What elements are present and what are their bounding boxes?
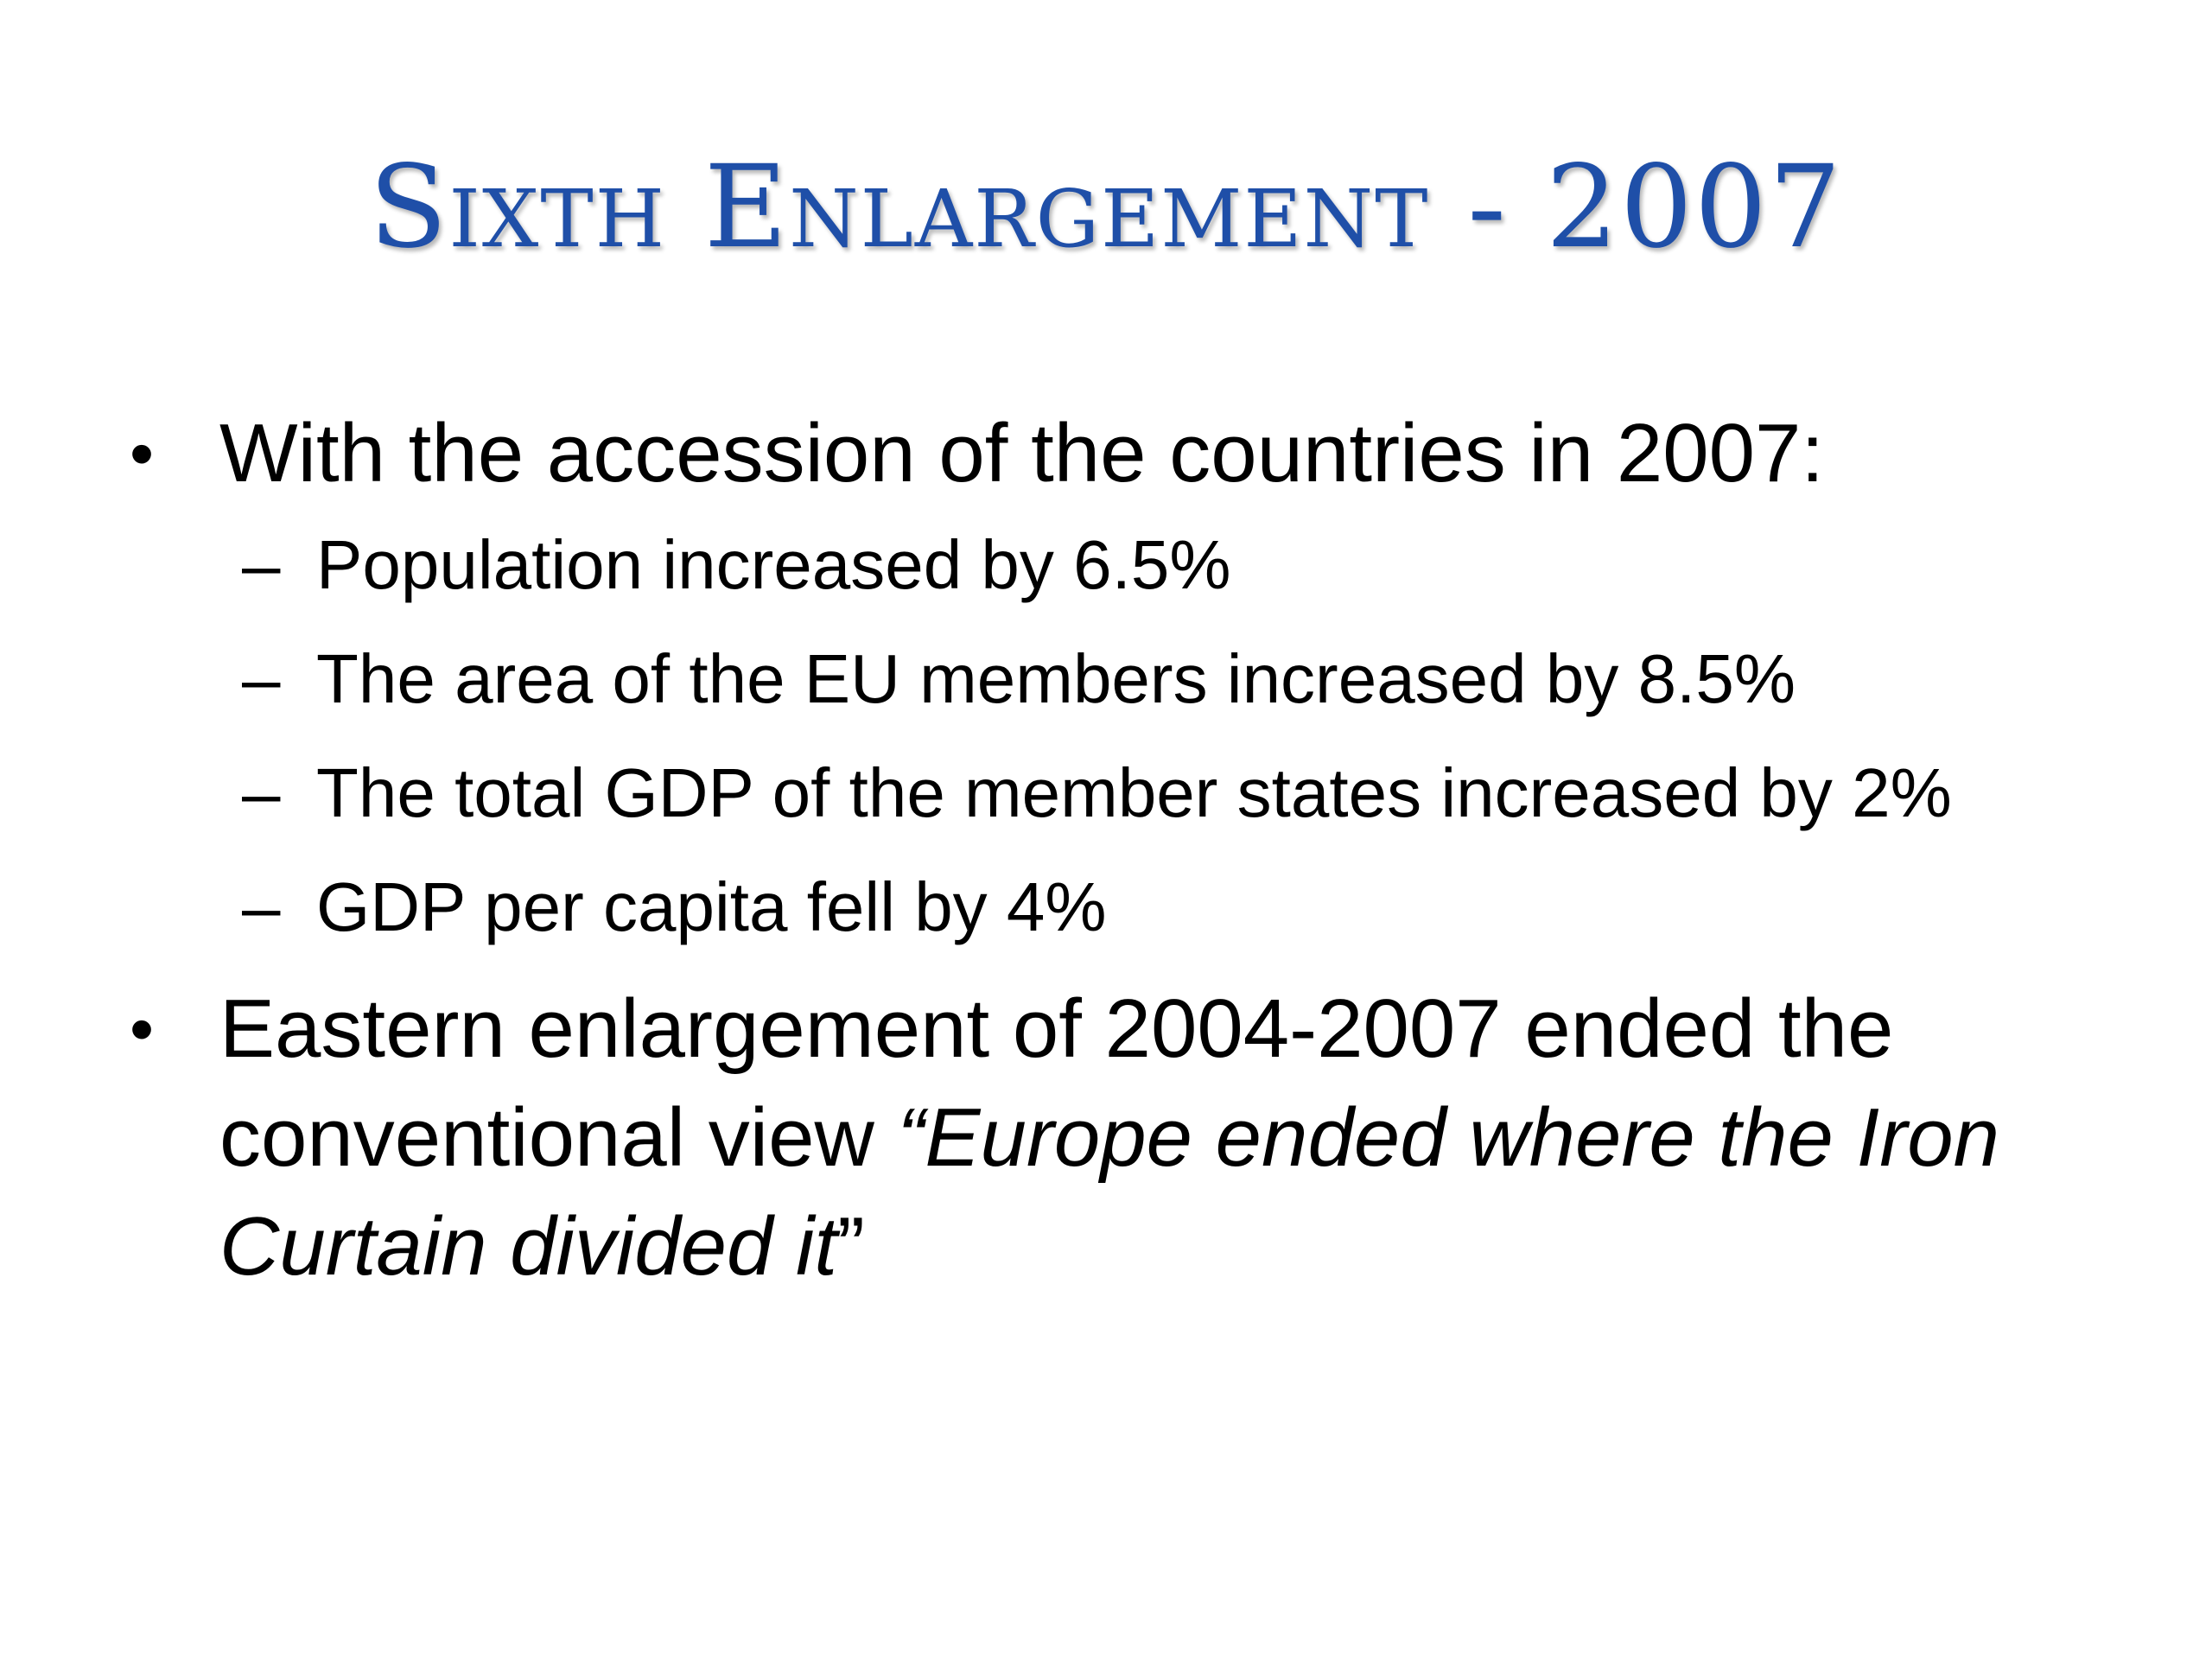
bullet-eastern-lead-text: Eastern enlargement of 2004-2007 ended the conventional view (219, 982, 1894, 1184)
bullet-accession (130, 399, 2117, 508)
open-quote-mark: “ (897, 1091, 925, 1184)
sub-bullet-gdp-per-capita (130, 861, 2117, 954)
sub-bullet-area (130, 632, 2117, 726)
bullet-eastern-enlargement (130, 975, 2117, 1301)
sub-bullet-area-text: The area of the EU members increased by 8.5% (316, 640, 1796, 717)
dash-marker: – (242, 526, 281, 603)
slide-body (130, 399, 2117, 1301)
sub-bullet-population-text: Population increased by 6.5% (316, 526, 1231, 603)
close-quote-mark: ” (837, 1200, 865, 1293)
bullet-marker: • (130, 990, 155, 1067)
bullet-accession-text: With the accession of the countries in 2007: (219, 407, 1825, 499)
slide-title: Sixth Enlargement - 2007 (369, 141, 1843, 274)
dash-marker: – (242, 754, 281, 831)
sub-bullet-population (130, 518, 2117, 612)
sub-bullet-gdp-text: The total GDP of the member states increased by 2% (316, 754, 1952, 831)
sub-bullet-gdp (130, 747, 2117, 840)
sub-bullet-gdp-per-capita-text: GDP per capita fell by 4% (316, 868, 1107, 945)
iron-curtain-quote: Europe ended where the Iron Curtain divided it (219, 1091, 1999, 1293)
dash-marker: – (242, 868, 281, 945)
bullet-marker: • (130, 415, 155, 492)
dash-marker: – (242, 640, 281, 717)
